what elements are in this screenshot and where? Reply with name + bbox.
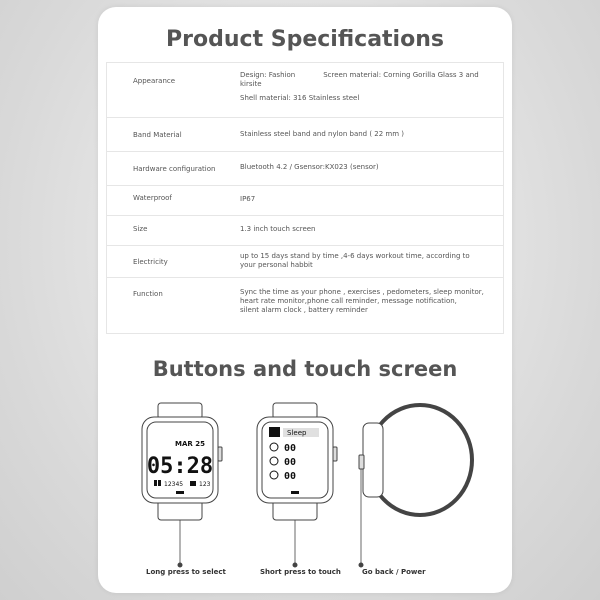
- caption-long-press: Long press to select: [146, 568, 226, 576]
- watch-illustrations: [130, 395, 490, 585]
- spec-value-line: heart rate monitor,phone call reminder, message notification,: [240, 297, 457, 305]
- spec-row-size: [107, 216, 503, 246]
- watch-date: MAR 25: [175, 440, 205, 448]
- spec-row-electricity: [107, 246, 503, 278]
- spec-table: [106, 62, 504, 334]
- spec-value-line: IP67: [240, 195, 256, 203]
- spec-value: [240, 71, 499, 103]
- spec-value: [240, 163, 499, 172]
- spec-row-hardware: [107, 152, 503, 186]
- spec-value-line: silent alarm clock , battery reminder: [240, 306, 368, 314]
- menu-indicator-icon: [291, 491, 299, 494]
- spec-value-line: Sync the time as your phone , exercises , pedometers, sleep monitor,: [240, 288, 484, 296]
- spec-value-line: your personal habbit: [240, 261, 313, 269]
- spec-value: [240, 225, 499, 234]
- menu-indicator-icon: [176, 491, 184, 494]
- spec-value-line: Stainless steel band and nylon band ( 22 mm ): [240, 130, 405, 138]
- spec-value-line: Screen material: Corning Gorilla Glass 3 and kirsite: [240, 71, 479, 88]
- menu-title: Sleep: [287, 429, 307, 437]
- specs-heading: Product Specifications: [166, 27, 444, 52]
- buttons-heading: Buttons and touch screen: [152, 357, 458, 381]
- spec-value: [240, 195, 499, 204]
- spec-label: Appearance: [133, 77, 176, 85]
- watch-steps: 12345: [164, 481, 184, 488]
- spec-value-line: Shell material: 316 Stainless steel: [240, 94, 360, 102]
- watch-time: 05:28: [146, 454, 214, 479]
- spec-row-appearance: [107, 63, 503, 118]
- spec-label: Size: [133, 225, 148, 233]
- spec-row-waterproof: [107, 186, 503, 216]
- spec-label: Waterproof: [133, 194, 172, 202]
- calendar-icon: [269, 427, 280, 437]
- menu-row-1: 00: [284, 443, 297, 454]
- watch-battery: 123: [199, 481, 211, 488]
- spec-value: [240, 288, 499, 315]
- spec-label: Function: [133, 290, 163, 298]
- spec-value-line: Bluetooth 4.2 / Gsensor:KX023 (sensor): [240, 163, 379, 171]
- menu-row-3: 00: [284, 471, 297, 482]
- spec-value-line: Design: Fashion: [240, 71, 296, 79]
- spec-label: Band Material: [133, 131, 182, 139]
- menu-row-2: 00: [284, 457, 297, 468]
- spec-value: [240, 252, 499, 270]
- caption-power: Go back / Power: [362, 568, 426, 576]
- spec-label: Electricity: [133, 258, 168, 266]
- spec-value-line: 1.3 inch touch screen: [240, 225, 316, 233]
- spec-label: Hardware configuration: [133, 165, 216, 173]
- battery-icon: [190, 481, 196, 486]
- spec-row-band: [107, 118, 503, 152]
- watch-side-view: [359, 405, 472, 567]
- spec-value: [240, 130, 499, 139]
- spec-row-function: [107, 278, 503, 335]
- caption-short-press: Short press to touch: [260, 568, 341, 576]
- spec-value-line: up to 15 days stand by time ,4-6 days workout time, according to: [240, 252, 470, 260]
